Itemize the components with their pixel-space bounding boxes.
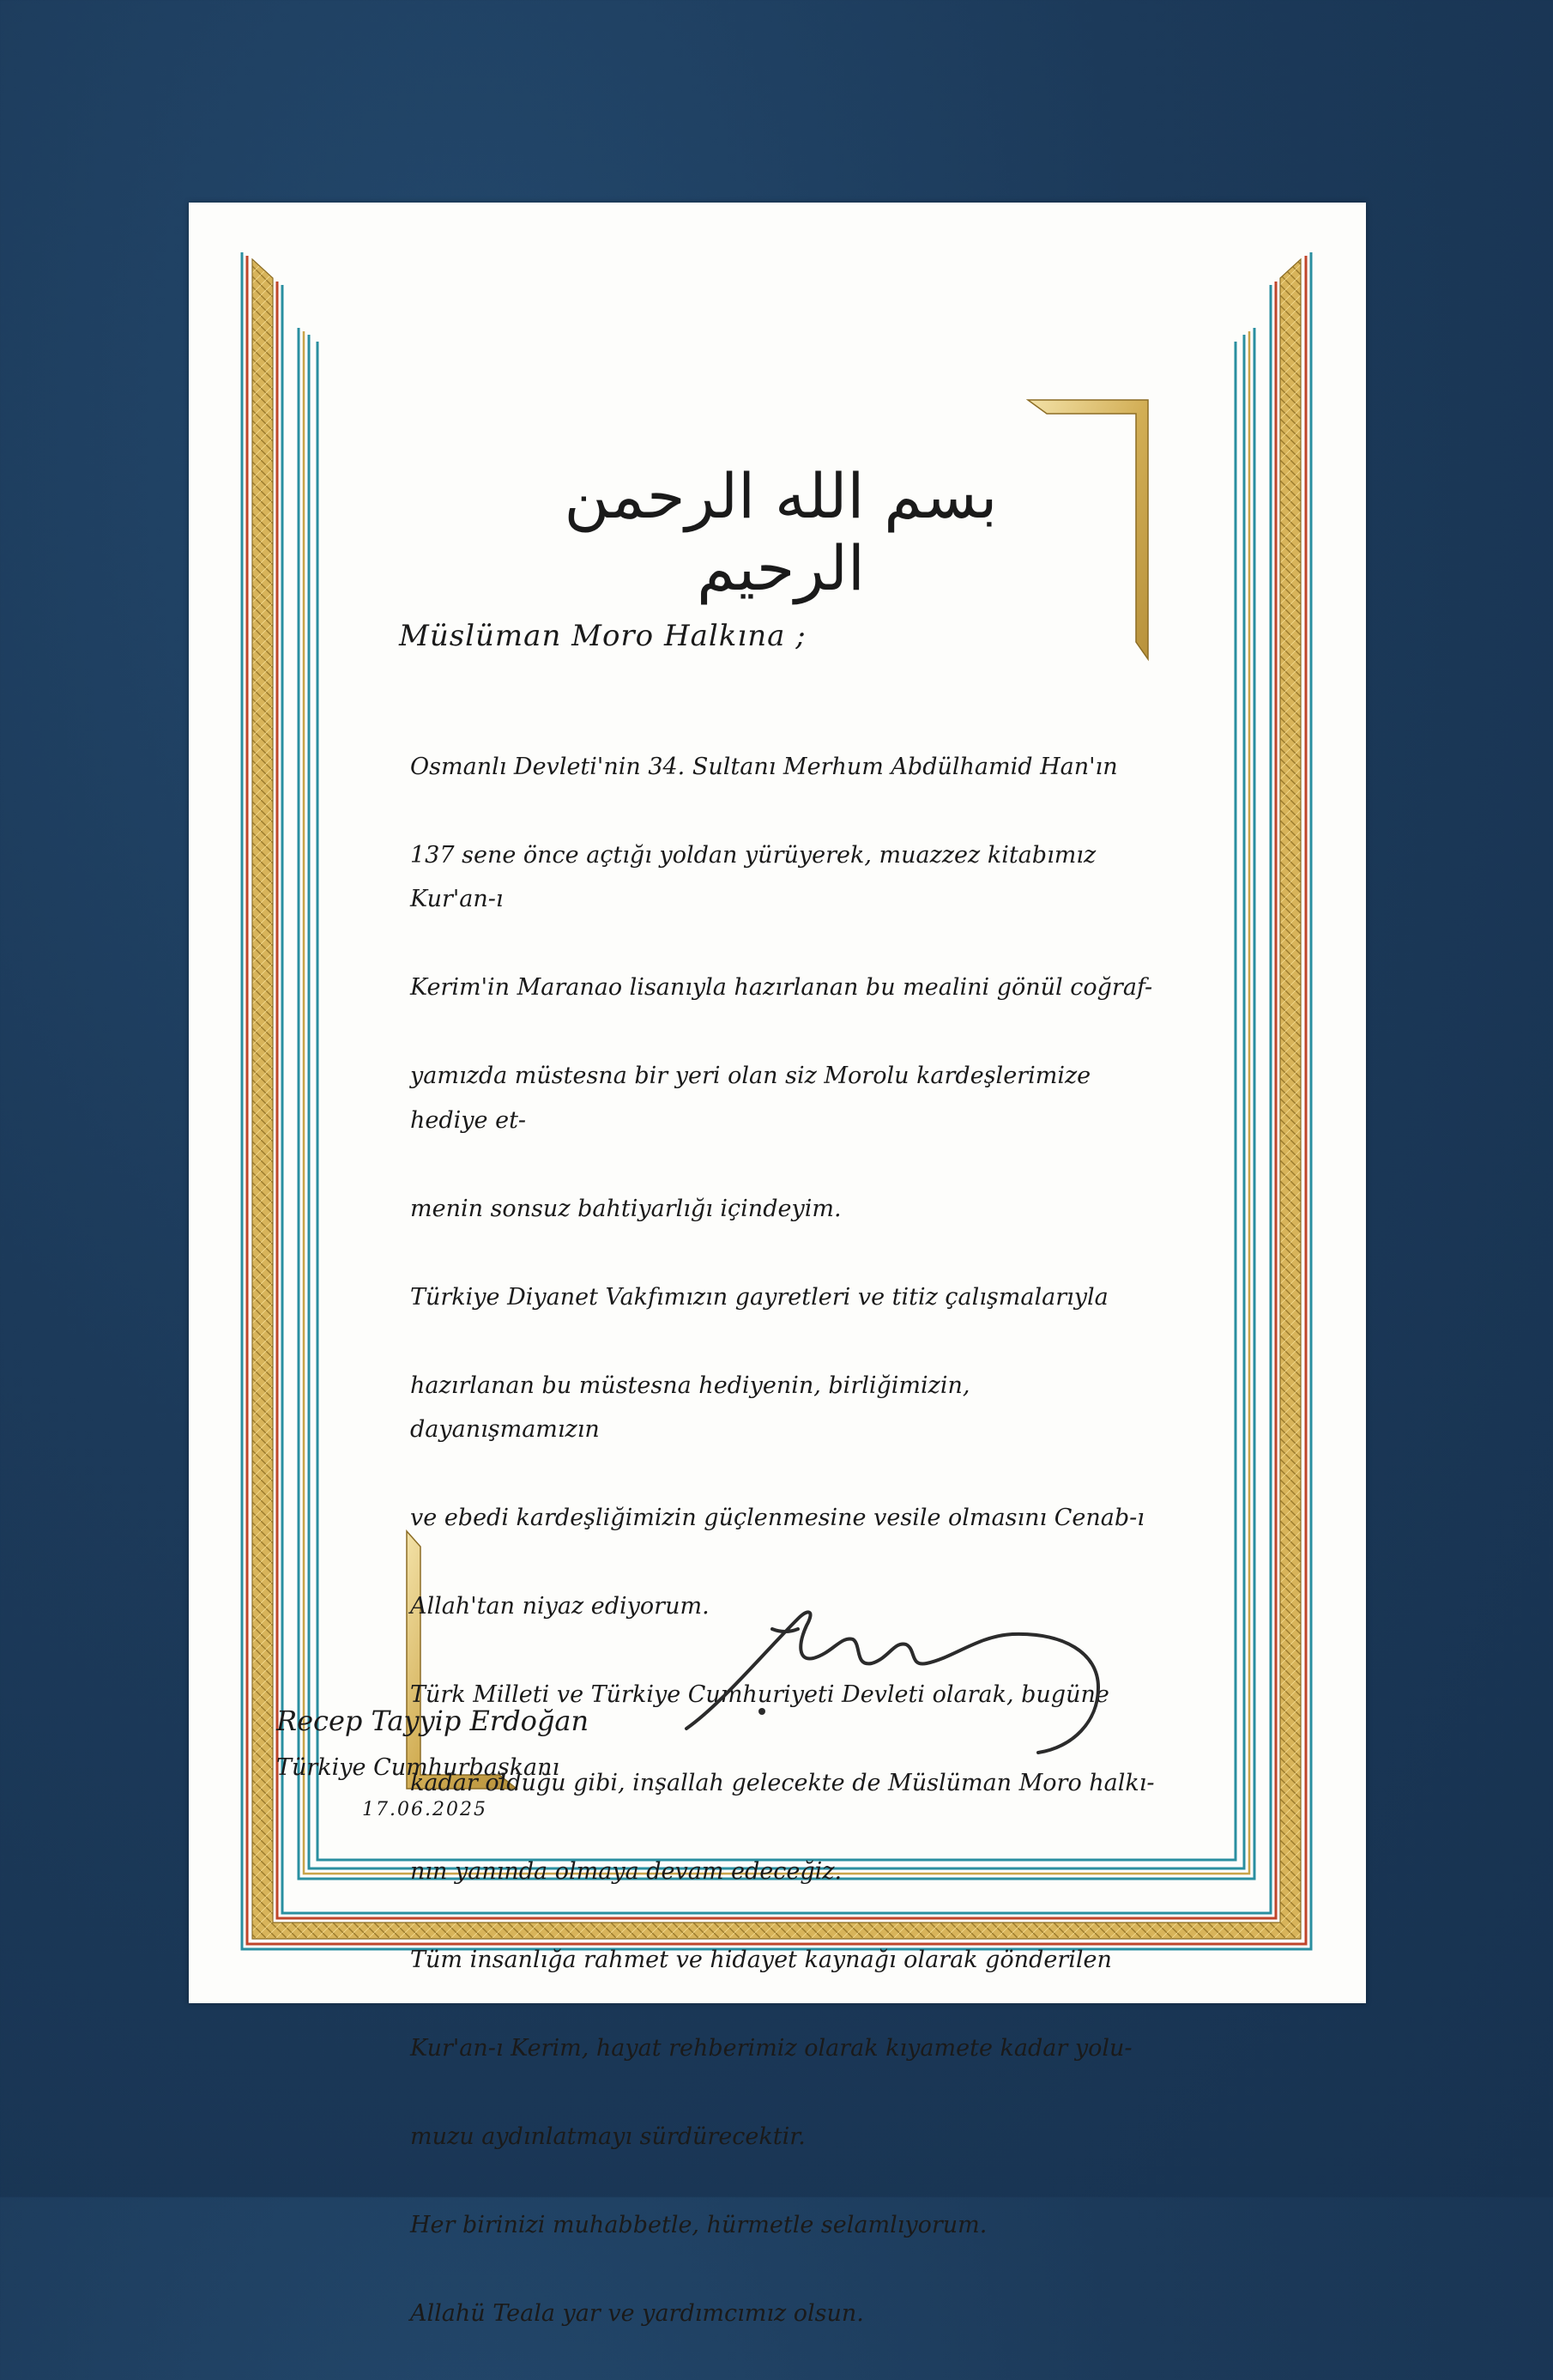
body-line: menin sonsuz bahtiyarlığı içindeyim.	[410, 1195, 842, 1222]
body-line: nın yanında olmaya devam edeceğiz.	[410, 1858, 843, 1885]
body-line: Kur'an-ı Kerim, hayat rehberimiz olarak kıyamete kadar yolu-	[410, 2035, 1133, 2062]
body-line: yamızda müstesna bir yeri olan siz Morolu kardeşlerimize hediye et-	[410, 1063, 1091, 1134]
letter-body	[410, 700, 1165, 2380]
body-line: Türkiye Diyanet Vakfımızın gayretleri ve titiz çalışmalarıyla	[410, 1283, 1109, 1311]
handwritten-signature	[669, 1584, 1150, 1756]
signature-block	[669, 1584, 1150, 1842]
body-line: Allahü Teala yar ve yardımcımız olsun.	[410, 2300, 864, 2327]
letter-sheet	[189, 203, 1366, 2327]
body-line: muzu aydınlatmayı sürdürecektir.	[410, 2123, 806, 2150]
body-line: Tüm insanlığa rahmet ve hidayet kaynağı olarak gönderilen	[410, 1947, 1112, 1973]
body-line: Osmanlı Devleti'nin 34. Sultanı Merhum Abdülhamid Han'ın	[410, 753, 1118, 780]
basmala-heading: بسم الله الرحمن الرحيم	[564, 460, 998, 604]
body-line: hazırlanan bu müstesna hediyenin, birliğimizin, dayanışmamızın	[410, 1372, 970, 1443]
sign-date: 17.06.2025	[362, 1799, 487, 1820]
signer-name: Recep Tayyip Erdoğan	[276, 1705, 589, 1737]
body-line: ve ebedi kardeşliğimizin güçlenmesine vesile olmasını Cenab-ı	[410, 1505, 1145, 1531]
signer-title: Türkiye Cumhurbaşkanı	[276, 1754, 560, 1781]
body-line: Her birinizi muhabbetle, hürmetle selamlıyorum.	[410, 2212, 988, 2238]
body-line: Allah'tan niyaz ediyorum.	[410, 1593, 710, 1620]
body-line: Türk Milleti ve Türkiye Cumhuriyeti Devleti olarak, bugüne	[410, 1681, 1109, 1708]
body-line: kadar olduğu gibi, inşallah gelecekte de Müslüman Moro halkı-	[410, 1770, 1155, 1796]
body-line: Kerim'in Maranao lisanıyla hazırlanan bu mealini gönül coğraf-	[410, 974, 1153, 1001]
body-line: 137 sene önce açtığı yoldan yürüyerek, muazzez kitabımız Kur'an-ı	[410, 841, 1097, 912]
salutation: Müslüman Moro Halkına ;	[399, 619, 807, 653]
